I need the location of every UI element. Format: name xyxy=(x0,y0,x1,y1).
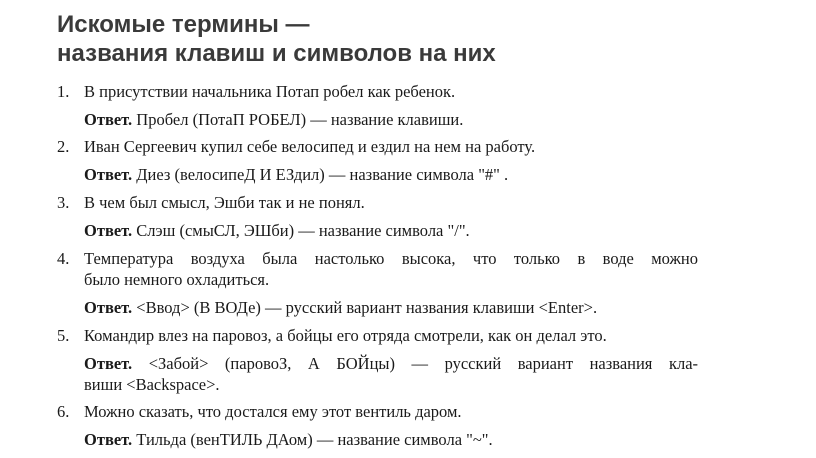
answer-label: Ответ. xyxy=(84,221,133,240)
item-answer-line-1 xyxy=(84,354,698,374)
item-answer xyxy=(84,165,508,185)
answer-text: Диез (велосипеД И ЕЗдил) — название символа "#" . xyxy=(136,165,509,184)
answer-label: Ответ. xyxy=(84,298,133,317)
answer-text: Слэш (смыСЛ, ЭШби) — название символа "/". xyxy=(136,221,470,240)
answer-label: Ответ. xyxy=(84,430,133,449)
answer-label: Ответ. xyxy=(84,110,133,129)
item-answer xyxy=(84,298,597,318)
answer-label: Ответ. xyxy=(84,354,133,373)
item-answer xyxy=(84,110,463,130)
answer-text: Тильда (венТИЛЬ ДАом) — название символа "~". xyxy=(136,430,493,449)
answer-label: Ответ. xyxy=(84,165,133,184)
page-title xyxy=(57,10,496,68)
item-question: В чем был смысл, Эшби так и не понял. xyxy=(84,193,365,212)
item-number: 6. xyxy=(57,402,70,421)
page-title-line-1: Искомые термины — xyxy=(57,11,310,38)
item-question: Иван Сергеевич купил себе велосипед и ездил на нем на работу. xyxy=(84,137,536,156)
answer-text: <Забой> (паровоЗ, А БОЙцы) — русский вариант названия кла- xyxy=(148,354,699,373)
item-number: 3. xyxy=(57,193,70,212)
item-question-line-1: Температура воздуха была настолько высока, что только в воде можно xyxy=(84,249,698,268)
item-question-line-2: было немного охладиться. xyxy=(84,270,270,289)
item-number: 4. xyxy=(57,249,70,268)
item-answer xyxy=(84,221,470,241)
item-question: Командир влез на паровоз, а бойцы его отряда смотрели, как он делал это. xyxy=(84,326,607,345)
item-number: 1. xyxy=(57,82,70,101)
item-question: Можно сказать, что достался ему этот вентиль даром. xyxy=(84,402,462,421)
item-answer-line-2: виши <Backspace>. xyxy=(84,375,220,394)
answer-text: Пробел (ПотаП РОБЕЛ) — название клавиши. xyxy=(136,110,464,129)
answer-text: <Ввод> (В ВОДе) — русский вариант названия клавиши <Enter>. xyxy=(136,298,598,317)
page-title-line-2: названия клавиш и символов на них xyxy=(57,40,496,67)
item-answer xyxy=(84,430,493,450)
item-number: 2. xyxy=(57,137,70,156)
item-question: В присутствии начальника Потап робел как ребенок. xyxy=(84,82,456,101)
item-number: 5. xyxy=(57,326,70,345)
